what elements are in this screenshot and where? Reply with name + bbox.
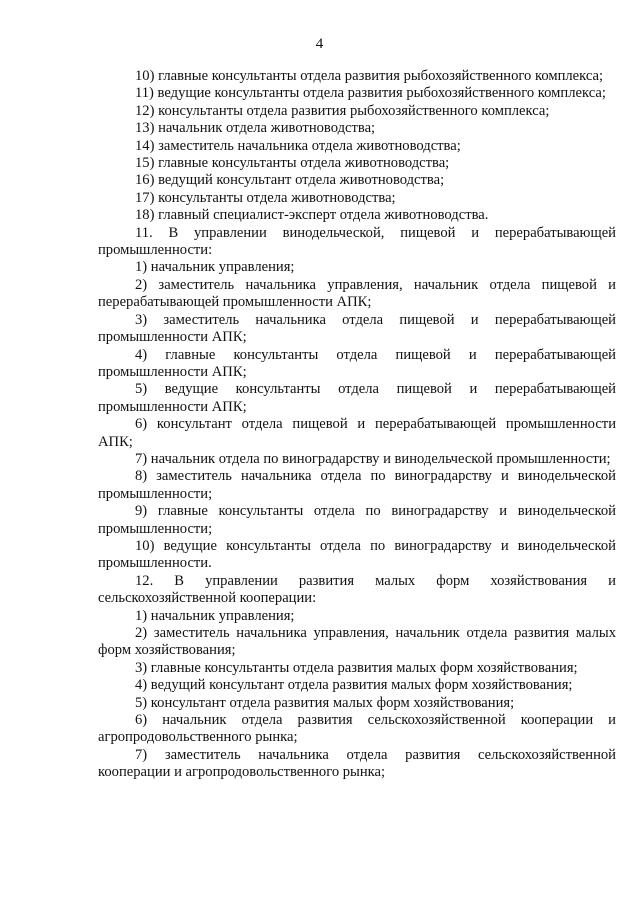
section-heading: 12. В управлении развития малых форм хозяйствования и сельскохозяйственной кооперации:	[98, 572, 616, 607]
list-item: 2) заместитель начальника управления, начальник отдела развития малых форм хозяйствования;	[98, 625, 616, 659]
list-item: 5) консультант отдела развития малых форм хозяйствования;	[135, 694, 515, 711]
list-item: 11) ведущие консультанты отдела развития рыбохозяйственного комплекса;	[135, 85, 606, 102]
list-item: 6) консультант отдела пищевой и перерабатывающей промышленности АПК;	[98, 416, 616, 450]
list-item: 18) главный специалист-эксперт отдела животноводства.	[135, 207, 489, 224]
list-item: 12) консультанты отдела развития рыбохозяйственного комплекса;	[135, 102, 550, 119]
list-item: 10) ведущие консультанты отдела по виноградарству и винодельческой промышленности.	[98, 537, 616, 572]
document-body	[98, 68, 616, 782]
list-item: 1) начальник управления;	[135, 607, 295, 624]
list-item: 4) главные консультанты отдела пищевой и перерабатывающей промышленности АПК;	[98, 346, 616, 380]
list-item: 3) главные консультанты отдела развития малых форм хозяйствования;	[135, 659, 578, 676]
list-item: 14) заместитель начальника отдела животноводства;	[135, 137, 461, 154]
list-item: 8) заместитель начальника отдела по виноградарству и винодельческой промышленности;	[98, 468, 616, 502]
list-item: 7) заместитель начальника отдела развития сельскохозяйственной кооперации и агропродовольственного рынка;	[98, 746, 616, 781]
list-item: 10) главные консультанты отдела развития рыбохозяйственного комплекса;	[135, 68, 604, 84]
list-item: 6) начальник отдела развития сельскохозяйственной кооперации и агропродовольственного рынка;	[98, 712, 616, 746]
page-number: 4	[315, 36, 324, 52]
list-item: 17) консультанты отдела животноводства;	[135, 189, 396, 206]
list-item: 5) ведущие консультанты отдела пищевой и перерабатывающей промышленности АПК;	[98, 381, 616, 415]
list-item: 4) ведущий консультант отдела развития малых форм хозяйствования;	[135, 677, 573, 694]
list-item: 7) начальник отдела по виноградарству и винодельческой промышленности;	[135, 450, 611, 467]
list-item: 13) начальник отдела животноводства;	[135, 120, 376, 137]
list-item: 2) заместитель начальника управления, начальник отдела пищевой и перерабатывающей промышленности АПК;	[98, 276, 616, 311]
list-item: 16) ведущий консультант отдела животноводства;	[135, 172, 445, 189]
list-item: 1) начальник управления;	[135, 259, 295, 276]
list-item: 3) заместитель начальника отдела пищевой и перерабатывающей промышленности АПК;	[98, 311, 616, 346]
list-item: 9) главные консультанты отдела по виноградарству и винодельческой промышленности;	[98, 503, 616, 537]
list-item: 15) главные консультанты отдела животноводства;	[135, 155, 450, 172]
section-heading: 11. В управлении винодельческой, пищевой и перерабатывающей промышленности:	[98, 224, 616, 259]
